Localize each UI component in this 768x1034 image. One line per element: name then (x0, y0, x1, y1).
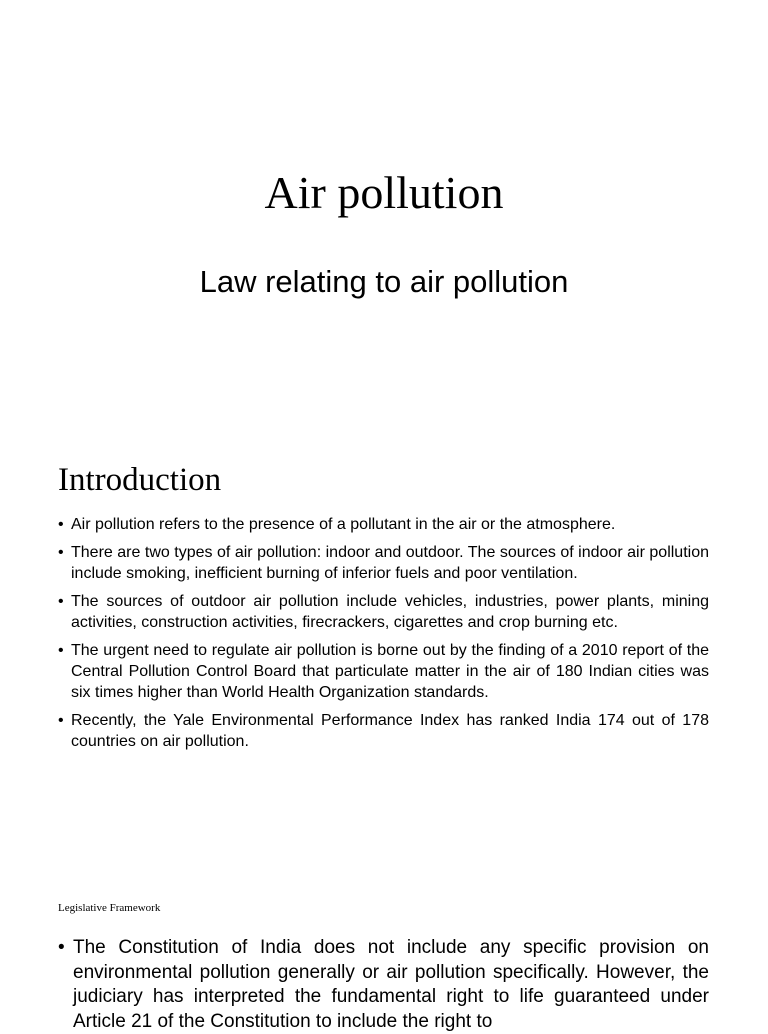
bullet-item (58, 542, 709, 584)
slide-heading: Introduction (58, 462, 222, 498)
bullet-item (58, 591, 709, 633)
bullet-list (58, 514, 709, 759)
bullet-text: The Constitution of India does not include any specific provision on environmental pollution generally or air pollution specifically. However, the judiciary has interpreted the fundamental right to life guaranteed under Article 21 of the Constitution to include the right to (73, 937, 709, 1032)
bullet-text: Air pollution refers to the presence of a pollutant in the air or the atmosphere. (71, 516, 616, 533)
bullet-icon: • (58, 593, 64, 610)
bullet-text: The sources of outdoor air pollution include vehicles, industries, power plants, mining activities, construction activities, firecrackers, cigarettes and crop burning etc. (71, 593, 709, 631)
bullet-list (58, 936, 709, 1034)
bullet-icon: • (58, 642, 64, 659)
bullet-text: There are two types of air pollution: indoor and outdoor. The sources of indoor air pollution include smoking, inefficient burning of inferior fuels and poor ventilation. (71, 544, 709, 582)
title-slide (0, 0, 768, 440)
bullet-item (58, 640, 709, 703)
bullet-icon: • (58, 516, 64, 533)
slide-heading: Legislative Framework (58, 902, 161, 914)
bullet-text: The urgent need to regulate air pollution is borne out by the finding of a 2010 report of the Central Pollution Control Board that particulate matter in the air of 180 Indian cities was six times higher than World Health Organization standards. (71, 642, 709, 701)
introduction-slide (0, 440, 768, 872)
slide-subtitle: Law relating to air pollution (199, 264, 569, 299)
bullet-icon: • (58, 937, 65, 958)
slide-title: Air pollution (264, 167, 504, 218)
bullet-item (58, 710, 709, 752)
bullet-icon: • (58, 712, 64, 729)
bullet-icon: • (58, 544, 64, 561)
bullet-item (58, 936, 709, 1034)
bullet-item (58, 514, 709, 535)
legislative-framework-slide (0, 872, 768, 1032)
bullet-text: Recently, the Yale Environmental Performance Index has ranked India 174 out of 178 countries on air pollution. (71, 712, 709, 750)
